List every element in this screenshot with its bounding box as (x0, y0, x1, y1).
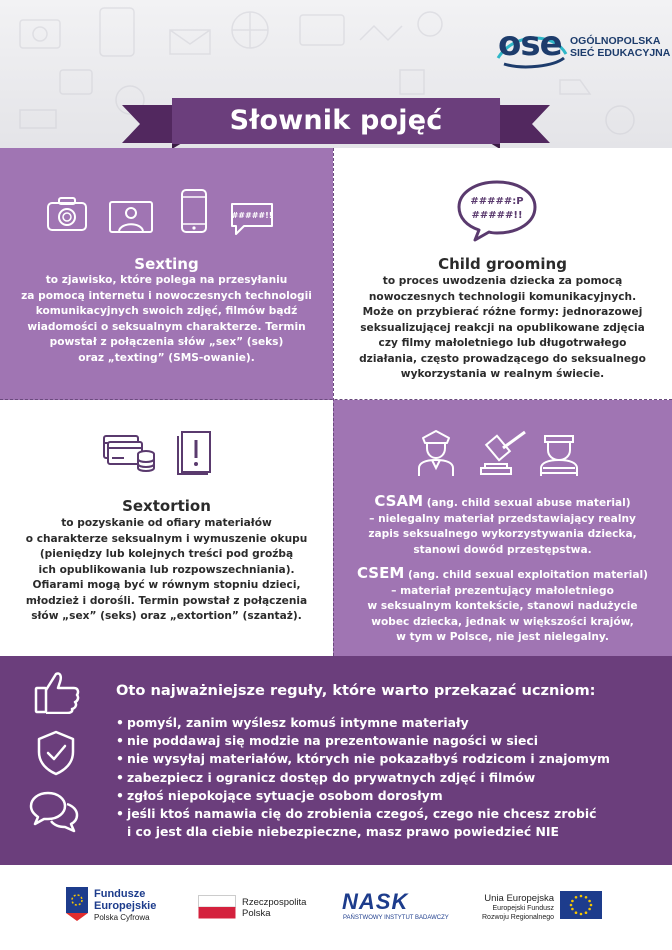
ose-logo-mark: ose (498, 24, 562, 64)
csam-paren: (ang. child sexual abuse material) (426, 497, 631, 509)
csam-csem-section (333, 400, 672, 656)
desc-line: to proces uwodzenia dziecka za pomocą (382, 275, 623, 287)
sextortion-section (0, 400, 333, 656)
thumbs-up-icon (34, 670, 80, 714)
csem-abbr: CSEM (357, 564, 405, 582)
desc-line: w tym w Polsce, nie jest nielegalny. (396, 631, 609, 643)
desc-line: w seksualnym kontekście, stanowi nadużycie (367, 600, 638, 612)
rules-title: Oto najważniejsze reguły, które warto przekazać uczniom: (116, 682, 596, 699)
divider-vertical (333, 148, 334, 656)
fe-line-1: Fundusze (94, 888, 146, 900)
rule-continuation: i co jest dla ciebie niebezpieczne, masz prawo powiedzieć NIE (127, 824, 559, 840)
polish-flag-icon (198, 895, 236, 919)
desc-line: – materiał prezentujący małoletniego (391, 584, 614, 597)
desc-line: (pieniędzy lub kolejnych treści pod groźbą (39, 548, 294, 560)
list-item: • zgłoś niepokojące sytuacje osobom dorosłym (116, 787, 443, 803)
desc-line: komunikacyjnych swoich zdjęć, filmów bądź (35, 305, 298, 317)
rp-line-2: Polska (242, 908, 271, 919)
logo-line-2: SIEĆ EDUKACYJNA (570, 47, 671, 59)
chat-bubbles-icon (28, 790, 80, 834)
desc-line: czy filmy małoletniego lub długotrwałego (378, 337, 627, 349)
footer (0, 865, 672, 950)
gavel-icon (477, 428, 531, 478)
desc-line: – nielegalny materiał przedstawiający realny (369, 512, 636, 525)
csam-abbr: CSAM (374, 492, 424, 510)
rules-list (116, 714, 610, 841)
sexting-description (0, 273, 333, 366)
desc-line: to pozyskanie od ofiary materiałów (61, 517, 272, 529)
logo-text (570, 35, 670, 59)
desc-line: działania, często prowadzącego do seksualnego (359, 352, 646, 365)
csem-heading (345, 566, 660, 584)
desc-line: młodzież i dorośli. Termin powstał z połączenia (25, 594, 308, 607)
nask-subtitle: PAŃSTWOWY INSTYTUT BADAWCZY (343, 915, 449, 921)
rule-text: jeśli ktoś namawia cię do zrobienia czegoś, czego nie chcesz zrobić (127, 806, 597, 822)
ue-text (482, 893, 554, 922)
warning-book-icon (176, 430, 216, 476)
shield-check-icon (36, 730, 76, 776)
chat-bubble-icon (228, 200, 276, 238)
sextortion-description (0, 516, 333, 625)
eu-flag-icon (560, 891, 602, 919)
logo-line-1: OGÓLNOPOLSKA (570, 35, 661, 47)
desc-line: Ofiarami mogą być w równym stopniu dzieci, (32, 579, 301, 591)
desc-line: słów „sex” (seks) oraz „extortion” (szantaż). (31, 610, 302, 622)
ue-line-1: Unia Europejska (484, 893, 554, 904)
grooming-term: Child grooming (438, 255, 567, 273)
divider-horizontal (0, 399, 672, 400)
bubble-line-1: #####:P (470, 196, 524, 207)
desc-line: Może on przybierać różne formy: jednorazowej (362, 306, 643, 318)
desc-line: wobec dziecka, jednak w większości krajów, (371, 615, 634, 628)
rule-text: zgłoś niepokojące sytuacje osobom dorosłym (127, 787, 443, 803)
sexting-term: Sexting (134, 255, 199, 273)
fundusze-europejskie-logo-icon (64, 883, 90, 923)
desc-line: powstał z połączenia słów „sex” (seks) (49, 336, 284, 348)
police-officer-icon (415, 428, 457, 478)
ue-line-3: Rozwoju Regionalnego (482, 914, 554, 921)
rule-text: zabezpiecz i ogranicz dostęp do prywatnych zdjęć i filmów (127, 769, 536, 785)
csam-definition (333, 494, 672, 558)
desc-line: za pomocą internetu i nowoczesnych technologii (21, 289, 312, 302)
list-item: • zabezpiecz i ogranicz dostęp do prywatnych zdjęć i filmów (116, 769, 536, 785)
fe-line-2: Europejskie (94, 900, 157, 912)
fe-text (94, 888, 156, 923)
desc-line: oraz „texting” (SMS-owanie). (78, 351, 255, 364)
list-item: • pomyśl, zanim wyślesz komuś intymne materiały (116, 715, 469, 730)
rule-text: nie wysyłaj materiałów, których nie pokazałbyś rodzicom i znajomym (127, 751, 610, 767)
bubble-line-2: #####!! (471, 210, 523, 221)
photo-icon (108, 200, 154, 234)
speech-bubble-icon (455, 178, 539, 244)
desc-line: zapis seksualnego wykorzystywania dziecka, (368, 528, 637, 540)
desc-line: nowoczesnych technologii komunikacyjnych. (368, 290, 637, 303)
desc-line: wiadomości o seksualnym charakterze. Termin (27, 320, 306, 333)
desc-line: to zjawisko, które polega na przesyłaniu (45, 274, 288, 286)
rules-section (0, 656, 672, 865)
csam-heading (347, 494, 658, 512)
nask-logo: NASK (342, 889, 409, 914)
desc-line: o charakterze seksualnym i wymuszenie okupu (25, 532, 308, 545)
desc-line: wykorzystania w realnym świecie. (400, 368, 605, 380)
sexting-section (0, 148, 333, 400)
sextortion-term: Sextortion (122, 497, 211, 515)
desc-line: ich opublikowania lub rozpowszechniania). (38, 563, 295, 576)
chat-bubble-text: #####!! (231, 211, 273, 220)
ue-line-2: Europejski Fundusz (492, 905, 554, 912)
credit-card-coins-icon (102, 434, 156, 474)
fe-line-3: Polska Cyfrowa (94, 913, 150, 922)
grooming-description (333, 274, 672, 383)
smartphone-icon (180, 188, 208, 234)
rule-text: pomyśl, zanim wyślesz komuś intymne materiały (127, 715, 469, 730)
list-item: • nie poddawaj się modzie na prezentowanie nagości w sieci (116, 733, 539, 749)
rule-text: nie poddawaj się modzie na prezentowanie nagości w sieci (127, 733, 539, 749)
rp-text (242, 897, 306, 919)
list-item: • nie wysyłaj materiałów, których nie pokazałbyś rodzicom i znajomym (116, 751, 610, 767)
list-item: • jeśli ktoś namawia cię do zrobienia czegoś, czego nie chcesz zrobić i co jest dla ciebie niebezpieczne, masz prawo powiedzieć NIE (116, 805, 610, 841)
csem-paren: (ang. child sexual exploitation material) (407, 569, 648, 581)
child-grooming-section (333, 148, 672, 400)
rp-line-1: Rzeczpospolita (242, 897, 307, 908)
page-title: Słownik pojęć (229, 105, 443, 136)
desc-line: seksualizującej reakcji na opublikowane zdjęcia (360, 321, 645, 334)
camera-icon (46, 196, 88, 232)
prisoner-icon (539, 430, 579, 478)
desc-line: stanowi dowód przestępstwa. (413, 543, 592, 556)
csem-definition (333, 566, 672, 646)
